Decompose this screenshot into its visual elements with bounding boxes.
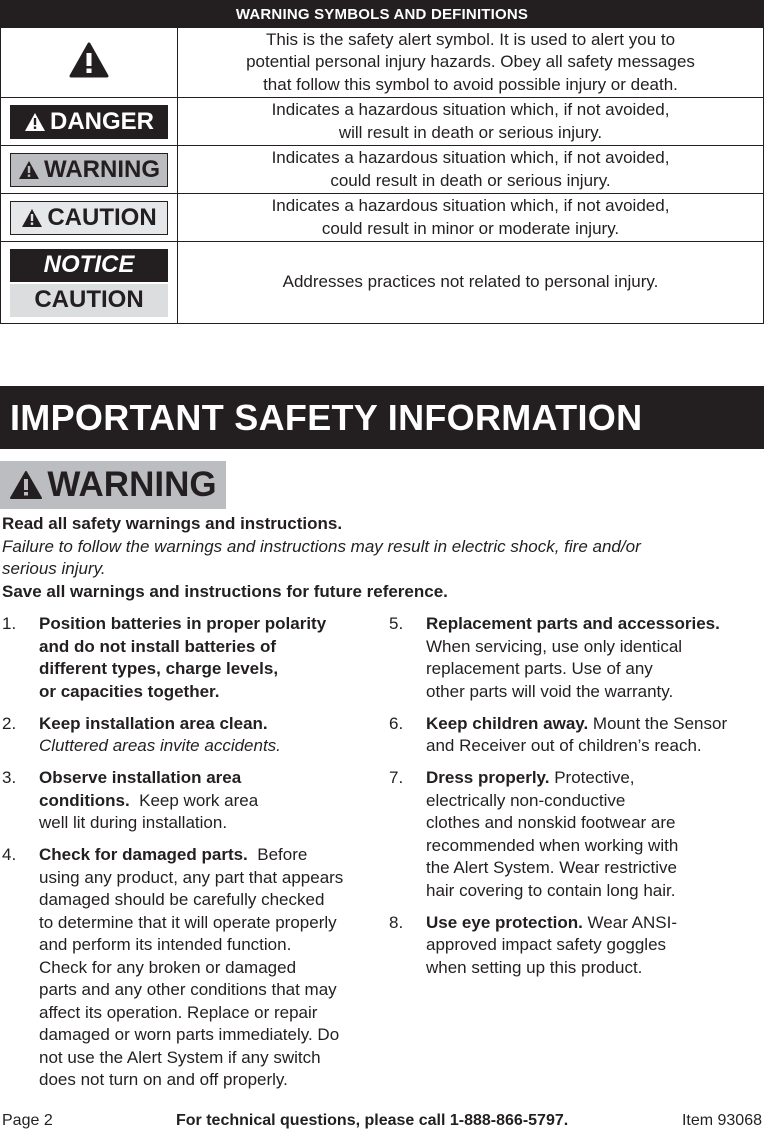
item-body: Mount the Sensor [588,713,728,733]
item-number: 6. [389,713,404,733]
list-item [389,613,764,703]
definition-line: potential personal injury hazards. Obey all safety messages [246,52,695,72]
alert-triangle-icon [24,112,46,132]
definition-cell [178,98,764,146]
intro-line: Read all safety warnings and instructions. [2,514,343,533]
item-heading: and do not install batteries of [39,636,277,656]
safety-alert-cell [1,28,178,98]
item-body: Wear ANSI- [582,912,677,932]
item-line [426,790,764,813]
alert-triangle-icon [9,470,43,500]
item-line [39,636,377,659]
item-heading: conditions. [39,790,130,810]
intro-line: Save all warnings and instructions for future reference. [2,581,448,601]
item-line [426,735,764,758]
warning-badge [10,153,168,187]
item-body: to determine that it will operate properly [39,912,337,932]
intro-line: Failure to follow the warnings and instructions may result in electric shock, fire and/or [2,536,641,556]
definition-cell [178,146,764,194]
item-line [426,880,764,903]
item-heading: Position batteries in proper polarity [39,614,327,633]
notice-caution-cell [1,242,178,324]
table-header: WARNING SYMBOLS AND DEFINITIONS [1,1,764,28]
item-line [39,790,377,813]
item-line [39,613,377,636]
item-body: other parts will void the warranty. [426,681,674,701]
item-text [39,713,377,758]
item-text [426,613,764,703]
definition-line: will result in death or serious injury. [338,122,603,142]
item-text [426,713,764,758]
danger-label: DANGER [49,107,154,135]
item-line [426,636,764,659]
item-line [426,713,764,736]
item-number: 2. [2,713,17,733]
item-line [39,658,377,681]
item-body: damaged should be carefully checked [39,890,325,909]
caution-badge [10,201,168,235]
item-line [426,812,764,835]
definition-line: that follow this symbol to avoid possible injury or death. [263,74,678,94]
safety-list-right [389,613,764,989]
item-line [39,1069,377,1092]
danger-badge [10,105,168,139]
item-text [39,767,377,835]
list-item [2,844,377,1092]
warning-symbols-table [0,0,764,324]
important-safety-banner: IMPORTANT SAFETY INFORMATION [0,386,764,449]
item-body: and perform its intended function. [39,935,292,954]
list-item [2,713,377,758]
item-line [426,767,764,790]
item-heading: Use eye protection. [426,912,583,932]
list-item [389,912,764,980]
item-body: clothes and nonskid footwear are [426,813,676,832]
item-number: 1. [2,614,17,633]
item-body: Before [247,845,308,864]
item-line [39,889,377,912]
item-body: When servicing, use only identical [426,636,683,656]
item-line [426,912,764,935]
item-heading: or capacities together. [39,681,220,701]
item-body: Cluttered areas invite accidents. [39,736,281,755]
definition-line: Indicates a hazardous situation which, if not avoided, [271,196,670,215]
item-text [39,613,377,703]
item-body: parts and any other conditions that may [39,980,337,999]
definition-line: could result in death or serious injury. [330,170,611,190]
item-heading: Dress properly. [426,768,550,787]
definition-line: Indicates a hazardous situation which, if not avoided, [271,100,670,119]
item-line [39,979,377,1002]
item-line [426,658,764,681]
item-text [426,912,764,980]
item-line [39,767,377,790]
item-body: the Alert System. Wear restrictive [426,858,677,877]
item-body: and Receiver out of children’s reach. [426,736,702,755]
warning-cell [1,146,178,194]
item-heading: Check for damaged parts. [39,845,248,864]
item-line [426,835,764,858]
item-body: when setting up this product. [426,957,643,977]
item-line [39,1047,377,1070]
item-body: well lit during installation. [39,813,228,832]
item-line [426,934,764,957]
item-heading: different types, charge levels, [39,659,279,678]
item-body: does not turn on and off properly. [39,1070,288,1089]
item-heading: Keep children away. [426,713,589,733]
item-body: Keep work area [129,790,259,810]
alert-triangle-icon [21,208,43,228]
item-body: approved impact safety goggles [426,935,667,954]
item-number: 7. [389,768,404,787]
item-line [39,681,377,704]
intro-text [2,513,742,603]
item-body: Check for any broken or damaged [39,957,297,977]
item-body: Protective, [549,768,635,787]
intro-line: serious injury. [2,559,106,578]
item-line [39,934,377,957]
definition-line: could result in minor or moderate injury. [321,218,620,238]
item-number: 3. [2,768,17,787]
alert-triangle-icon [18,160,40,180]
item-heading: Observe installation area [39,768,242,787]
definition-cell [178,242,764,324]
big-warning-badge [0,461,226,509]
item-line [39,812,377,835]
item-line [39,1002,377,1025]
safety-alert-triangle-icon [69,42,109,78]
warning-label: WARNING [44,155,160,183]
tech-support-line: For technical questions, please call 1-888-866-5797. [176,1112,569,1129]
item-body: affect its operation. Replace or repair [39,1002,318,1022]
item-text [39,844,377,1092]
item-number: 4. [2,845,17,864]
item-line [426,613,764,636]
list-item [2,613,377,703]
definition-cell [178,28,764,98]
item-number: 5. [389,614,404,633]
item-number: Item 93068 [681,1112,762,1129]
item-heading: Replacement parts and accessories. [426,614,720,633]
item-body: using any product, any part that appears [39,867,344,887]
item-number: 8. [389,912,404,932]
item-body: damaged or worn parts immediately. Do [39,1025,340,1044]
item-line [39,713,377,736]
page-number: Page 2 [2,1112,53,1129]
item-line [39,735,377,758]
item-text [426,767,764,902]
item-heading: Keep installation area clean. [39,713,268,733]
item-line [426,857,764,880]
item-line [39,867,377,890]
item-line [39,912,377,935]
caution-label: CAUTION [47,203,157,231]
item-line [426,681,764,704]
list-item [2,767,377,835]
notice-badge: NOTICE [10,249,168,282]
definition-line: Addresses practices not related to personal injury. [282,272,659,292]
definition-line: This is the safety alert symbol. It is used to alert you to [265,29,676,49]
item-line [426,957,764,980]
definition-line: Indicates a hazardous situation which, if not avoided, [271,148,670,167]
item-line [39,957,377,980]
safety-list-left [2,613,377,1101]
item-body: replacement parts. Use of any [426,659,653,678]
item-line [39,1024,377,1047]
item-body: electrically non-conductive [426,790,626,810]
item-line [39,844,377,867]
list-item [389,713,764,758]
definition-cell [178,194,764,242]
caution-cell [1,194,178,242]
item-body: hair covering to contain long hair. [426,880,676,900]
item-body: recommended when working with [426,835,679,855]
danger-cell [1,98,178,146]
big-warning-label: WARNING [47,465,217,504]
list-item [389,767,764,902]
item-body: not use the Alert System if any switch [39,1047,321,1067]
caution-badge: CAUTION [10,284,168,317]
